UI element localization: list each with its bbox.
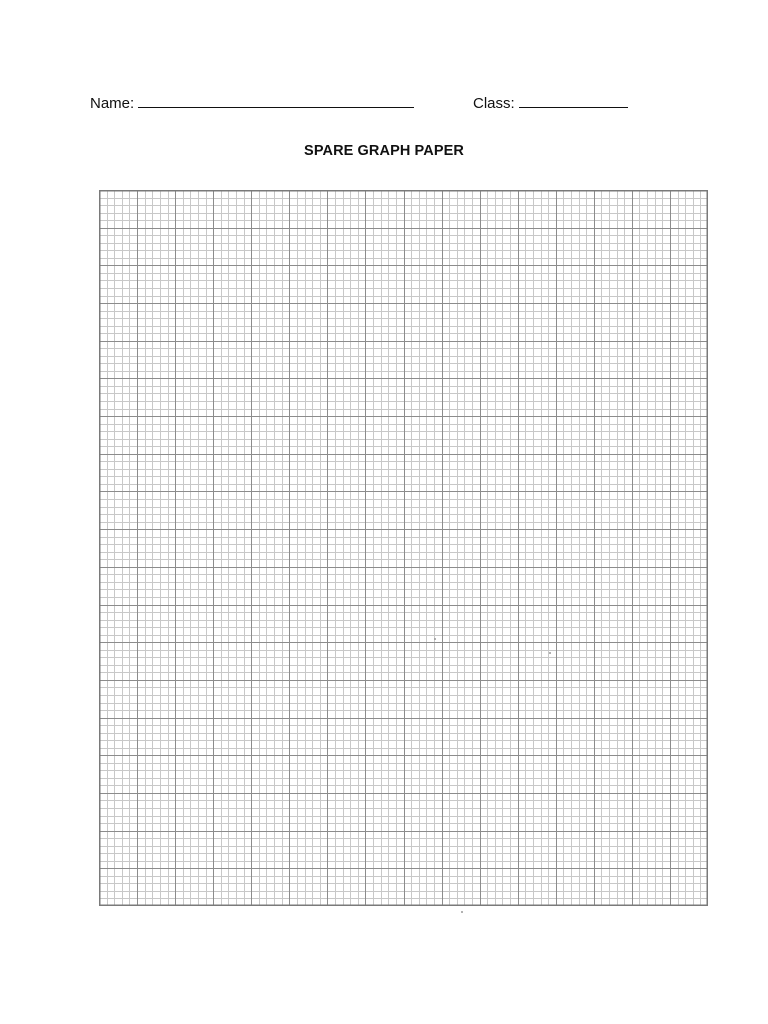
name-field[interactable] — [90, 92, 414, 112]
graph-grid-svg — [99, 190, 708, 906]
paper-speck — [434, 638, 436, 640]
name-label: Name: — [90, 95, 135, 112]
paper-speck — [461, 911, 463, 913]
graph-paper-grid — [99, 190, 708, 906]
paper-speck — [549, 652, 551, 654]
class-label: Class: — [473, 95, 515, 112]
class-blank-line[interactable] — [519, 92, 628, 108]
class-field[interactable] — [473, 92, 628, 112]
name-blank-line[interactable] — [138, 92, 414, 108]
header-row — [90, 92, 650, 114]
page-title: SPARE GRAPH PAPER — [304, 143, 464, 159]
